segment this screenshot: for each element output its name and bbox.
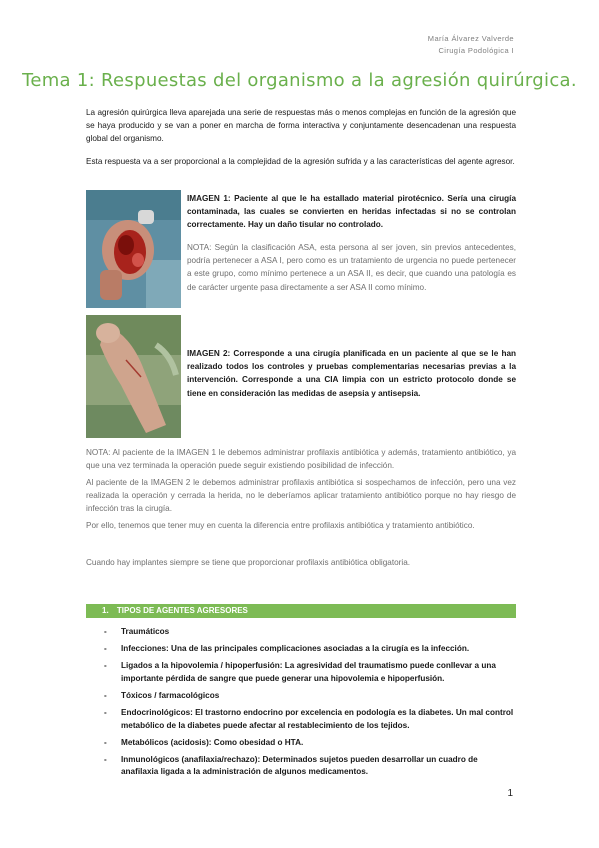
image-2-foot-surgery <box>86 315 181 438</box>
agent-list <box>86 626 516 783</box>
image-2-caption: IMAGEN 2: Corresponde a una cirugía planificada en un paciente al que se le han realizado todos los controles y pruebas complementarias necesarias previas a la intervención. Corresponde a una CIA limpia con un estricto protocolo donde se tiene en consideración las medidas de asepsia y antisepsia. <box>187 349 516 398</box>
image-1-injured-hand <box>86 190 181 308</box>
list-item: - Infecciones: Una de las principales complicaciones asociadas a la cirugía es la infección. <box>104 643 470 653</box>
note-paragraph-2: Al paciente de la IMAGEN 2 le debemos administrar profilaxis antibiótica si sospechamos de infección, pero una vez realizada la operación y cerrada la herida, no le deberíamos aplicar tratamiento antibiótico porque no hay riesgo de infección tras la cirugía. <box>86 478 516 514</box>
list-item: - Traumáticos <box>104 627 170 636</box>
image-1-note: NOTA: Según la clasificación ASA, esta persona al ser joven, sin previos antecedentes, podría pertenecer a ASA I, pero como es un tratamiento de urgencia no puede pertenecer a este grupo, como mínimo pertenece a un ASA II, es decir, que cuando una patología es de carácter urgente pasa directamente a ser ASA II como mínimo. <box>187 243 516 292</box>
section-title: TIPOS DE AGENTES AGRESORES <box>116 606 248 615</box>
note-paragraph-4: Cuando hay implantes siempre se tiene que proporcionar profilaxis antibiótica obligatoria. <box>86 558 411 567</box>
note-paragraph-3: Por ello, tenemos que tener muy en cuenta la diferencia entre profilaxis antibiótica y tratamiento antibiótico. <box>86 521 475 530</box>
intro-paragraph-2: Esta respuesta va a ser proporcional a la complejidad de la agresión sufrida y a las características del agente agresor. <box>86 157 515 166</box>
list-item: - Ligados a la hipovolemia / hipoperfusión: La agresividad del traumatismo puede conllevar a una importante pérdida de sangre que puede generar una hipovolemia e hipoperfusión. <box>104 660 496 683</box>
note-paragraph-1: NOTA: Al paciente de la IMAGEN 1 le debemos administrar profilaxis antibiótica y además, tratamiento antibiótico, ya que una vez terminada la operación puede seguir existiendo posibilidad de infección. <box>86 448 516 471</box>
list-item: - Inmunológicos (anafilaxia/rechazo): Determinados sujetos pueden desarrollar un cuadro de anafilaxia ligada a la administración de algunos medicamentos. <box>104 754 478 777</box>
list-item: - Metabólicos (acidosis): Como obesidad o HTA. <box>104 737 304 747</box>
page-number: 1 <box>507 788 513 799</box>
header-author: María Álvarez Valverde <box>427 34 514 43</box>
header-subject: Cirugía Podológica I <box>438 46 514 55</box>
intro-paragraph-1: La agresión quirúrgica lleva aparejada una serie de respuestas más o menos complejas en función de la agresión que se haya producido y se van a poner en marcha de forma interactiva y conjuntamente desencadenan una respuesta global del organismo. <box>86 108 516 144</box>
document-title: Tema 1: Respuestas del organismo a la agresión quirúrgica. <box>22 70 577 91</box>
page-header <box>428 33 514 57</box>
section-heading <box>86 604 516 618</box>
section-number: 1. <box>102 606 109 615</box>
list-item: - Tóxicos / farmacológicos <box>104 690 220 700</box>
list-item: - Endocrinológicos: El trastorno endocrino por excelencia en podología es la diabetes. Un mal control metabólico de la diabetes puede afectar al restablecimiento de los tejidos. <box>104 707 514 730</box>
image-1-caption: IMAGEN 1: Paciente al que le ha estallado material pirotécnico. Sería una cirugía contaminada, las cuales se convierten en heridas infectadas si no se controlan correctamente. Hay un daño tisular no controlado. <box>187 194 516 230</box>
